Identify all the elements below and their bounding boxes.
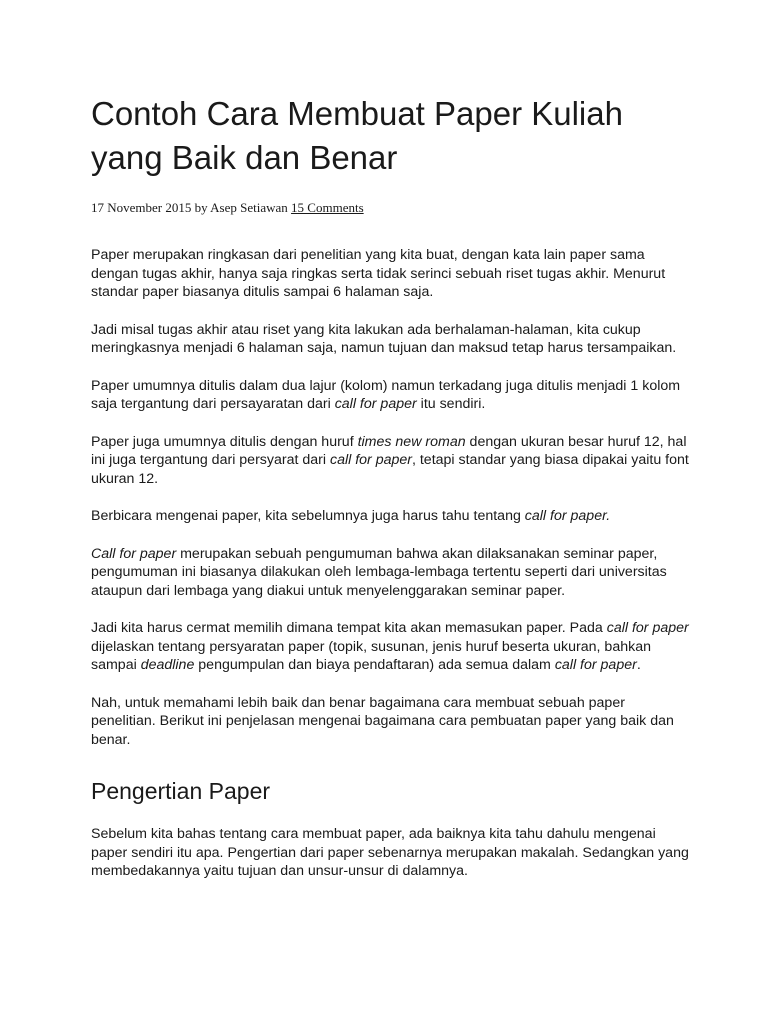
paragraph <box>91 545 691 601</box>
text-segment: Sebelum kita bahas tentang cara membuat paper, ada baiknya kita tahu dahulu mengenai paper sendiri itu apa. Pengertian dari paper sebenarnya merupakan makalah. Sedangkan yang membedakannya yaitu tujuan dan unsur-unsur di dalamnya. <box>91 826 689 879</box>
text-segment: itu sendiri. <box>416 396 486 412</box>
by-text: by <box>191 200 211 215</box>
italic-text: call for paper <box>606 620 689 636</box>
paragraph <box>91 246 691 302</box>
paragraph <box>91 321 691 358</box>
text-segment: Paper merupakan ringkasan dari penelitian yang kita buat, dengan kata lain paper sama dengan tugas akhir, hanya saja ringkas serta tidak serinci sebuah riset tugas akhir. Menurut standar paper biasanya ditulis sampai 6 halaman saja. <box>91 247 666 300</box>
text-segment: pengumpulan dan biaya pendaftaran) ada semua dalam <box>194 657 555 673</box>
italic-text: deadline <box>140 657 195 673</box>
text-segment: Nah, untuk memahami lebih baik dan benar bagaimana cara membuat sebuah paper penelitian. Berikut ini penjelasan mengenai bagaimana cara pembuatan paper yang baik dan benar. <box>91 694 674 748</box>
paragraph <box>91 694 691 750</box>
article-title <box>91 92 691 180</box>
post-author: Asep Setiawan <box>210 200 288 215</box>
italic-text: call for paper <box>334 396 417 412</box>
italic-text: call for paper <box>329 452 412 468</box>
text-segment: , tetapi standar yang biasa dipakai yaitu font ukuran 12. <box>91 452 689 487</box>
italic-text: times new roman <box>357 433 466 450</box>
text-segment: Paper juga umumnya ditulis dengan huruf <box>91 433 358 450</box>
intro-paragraphs <box>91 246 691 749</box>
post-date: 17 November 2015 <box>91 200 192 215</box>
italic-text: call for paper <box>554 657 637 673</box>
article-meta <box>91 200 691 216</box>
paragraph <box>91 619 691 675</box>
paragraph <box>91 507 691 526</box>
article-title-line-1: Contoh Cara Membuat Paper Kuliah <box>91 95 623 132</box>
article-body <box>91 246 691 881</box>
text-segment: dengan ukuran besar huruf 12, hal ini juga tergantung dari persyarat dari <box>91 433 687 468</box>
article <box>91 92 691 900</box>
text-segment: Paper umumnya ditulis dalam dua lajur (kolom) namun terkadang juga ditulis menjadi 1 kolom saja tergantung dari persayaratan dari <box>91 377 681 412</box>
text-segment: Jadi kita harus cermat memilih dimana tempat kita akan memasukan paper. Pada <box>91 620 607 636</box>
comments-link[interactable]: 15 Comments <box>291 200 364 215</box>
text-segment: merupakan sebuah pengumuman bahwa akan dilaksanakan seminar paper, pengumuman ini biasanya dilakukan oleh lembaga-lembaga tertentu seperti dari universitas ataupun dari lembaga yang diakui untuk menyelenggarakan seminar paper. <box>91 545 667 599</box>
paragraph <box>91 825 691 881</box>
text-segment: . <box>636 657 641 673</box>
section-heading: Pengertian Paper <box>91 778 271 804</box>
italic-text: Call for paper <box>91 545 177 562</box>
section-paragraphs <box>91 825 691 881</box>
text-segment: dijelaskan tentang persyaratan paper (topik, susunan, jenis huruf beserta ukuran, bahkan sampai <box>91 638 651 673</box>
italic-text: call for paper. <box>524 508 611 524</box>
paragraph <box>91 433 691 489</box>
text-segment: Berbicara mengenai paper, kita sebelumnya juga harus tahu tentang <box>91 508 525 524</box>
paragraph <box>91 377 691 414</box>
text-segment: Jadi misal tugas akhir atau riset yang kita lakukan ada berhalaman-halaman, kita cukup meringkasnya menjadi 6 halaman saja, namun tujuan dan maksud tetap harus tersampaikan. <box>91 321 677 356</box>
article-title-line-2: yang Baik dan Benar <box>91 139 398 176</box>
